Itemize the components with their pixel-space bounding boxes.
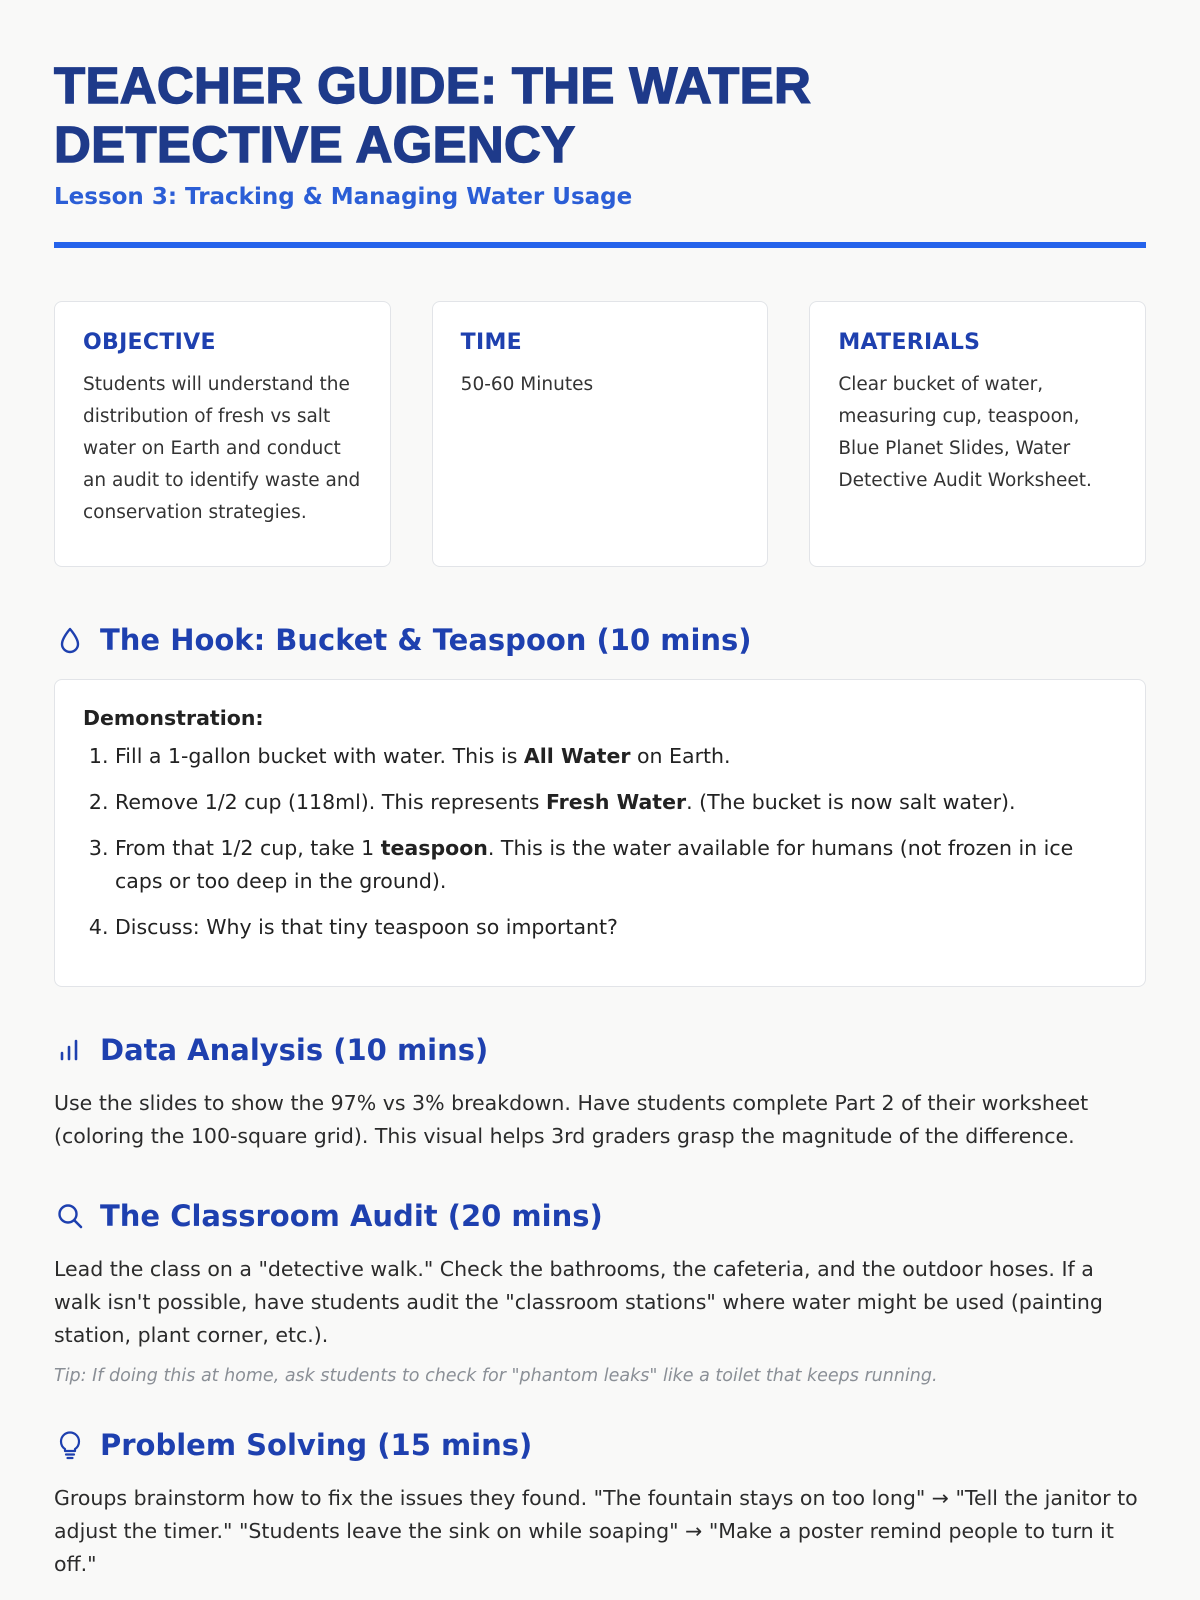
objective-text: Students will understand the distribution of fresh vs salt water on Earth and conduct an audit to identify waste and conservation strategies. <box>83 374 361 523</box>
page-title: TEACHER GUIDE: THE WATER DETECTIVE AGENCY <box>54 57 812 173</box>
page-subtitle: Lesson 3: Tracking & Managing Water Usage <box>54 184 633 210</box>
objective-label: OBJECTIVE <box>83 330 216 355</box>
audit-tip: Tip: If doing this at home, ask students to check for "phantom leaks" like a toilet that keeps running. <box>54 1366 938 1386</box>
lightbulb-icon <box>54 1429 86 1461</box>
demonstration-box <box>54 679 1146 987</box>
search-icon <box>54 1200 86 1232</box>
list-item: 3. From that 1/2 cup, take 1 teaspoon. This is the water available for humans (not frozen in ice caps or too deep in the ground). <box>115 832 1117 898</box>
list-item: 2. Remove 1/2 cup (118ml). This represents Fresh Water. (The bucket is now salt water). <box>115 786 1117 819</box>
bar-chart-icon <box>54 1034 86 1066</box>
data-analysis-text: Use the slides to show the 97% vs 3% breakdown. Have students complete Part 2 of their worksheet (coloring the 100-square grid). This visual helps 3rd graders grasp the magnitude of the difference. <box>54 1091 1089 1148</box>
time-label: TIME <box>460 330 522 355</box>
materials-card <box>809 301 1146 567</box>
time-card <box>432 301 769 567</box>
audit-title: The Classroom Audit (20 mins) <box>100 1199 603 1233</box>
data-analysis-heading <box>54 1033 1146 1067</box>
materials-text: Clear bucket of water, measuring cup, teaspoon, Blue Planet Slides, Water Detective Audit Worksheet. <box>838 374 1092 491</box>
audit-heading <box>54 1199 1146 1233</box>
header-divider <box>54 242 1146 248</box>
water-drop-icon <box>54 624 86 656</box>
list-item: 4. Discuss: Why is that tiny teaspoon so important? <box>115 911 1117 944</box>
info-cards <box>54 301 1146 567</box>
demonstration-steps <box>83 740 1117 944</box>
problem-solving-title: Problem Solving (15 mins) <box>100 1428 533 1462</box>
hook-title: The Hook: Bucket & Teaspoon (10 mins) <box>100 623 752 657</box>
materials-label: MATERIALS <box>838 330 981 355</box>
data-analysis-title: Data Analysis (10 mins) <box>100 1033 489 1067</box>
problem-solving-text: Groups brainstorm how to fix the issues they found. "The fountain stays on too long" → "Tell the janitor to adjust the timer." "Students leave the sink on while soaping" → "Make a poster remind people to turn it off." <box>54 1486 1138 1576</box>
hook-heading <box>54 623 1146 657</box>
time-text: 50-60 Minutes <box>460 374 594 395</box>
problem-solving-heading <box>54 1428 1146 1462</box>
demonstration-label: Demonstration: <box>83 706 264 730</box>
audit-text: Lead the class on a "detective walk." Check the bathrooms, the cafeteria, and the outdoor hoses. If a walk isn't possible, have students audit the "classroom stations" where water might be used (painting station, plant corner, etc.). <box>54 1257 1103 1347</box>
list-item: 1. Fill a 1-gallon bucket with water. This is All Water on Earth. <box>115 740 1117 773</box>
objective-card <box>54 301 391 567</box>
